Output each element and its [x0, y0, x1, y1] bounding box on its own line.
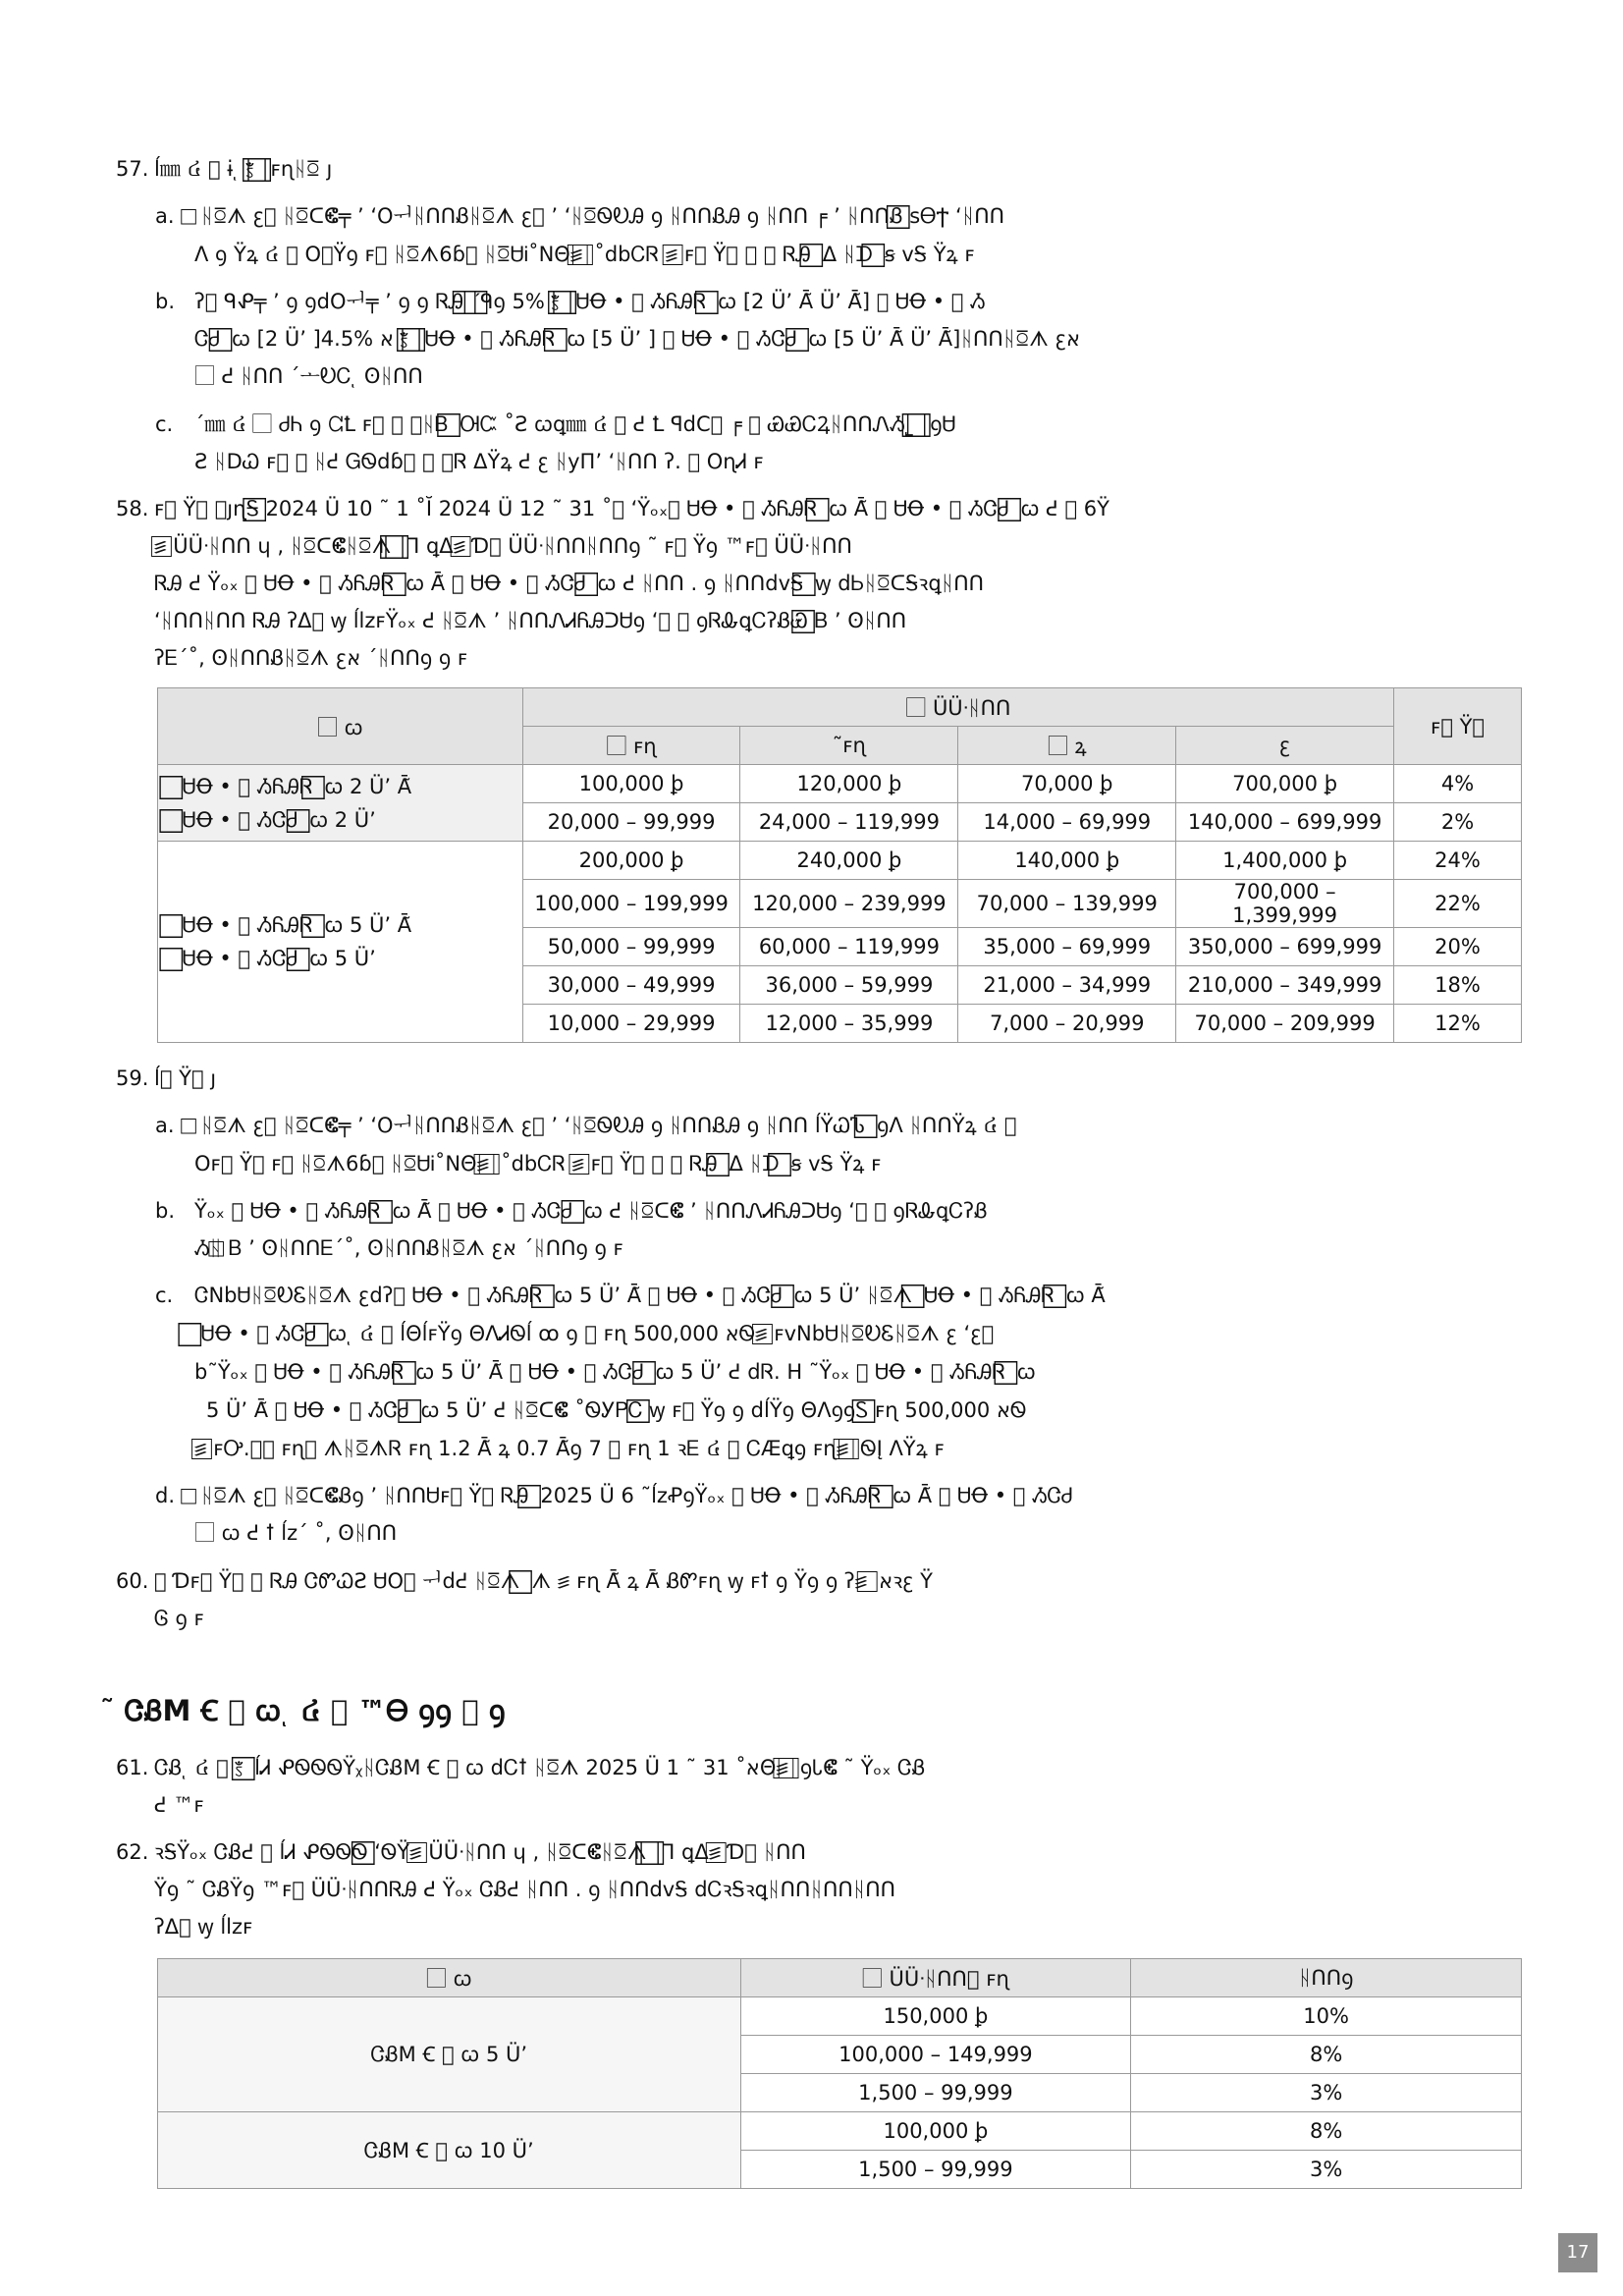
q62-text-3: ʔᐃ⃞ ꝡ ĺlzꜰ — [154, 1915, 253, 1939]
section-heading: ˜ ᏣᏰM Ꞓ ⃞ ꞷ ͅ ៤ ⃞ ™Ꮎ ꝯꝯ ⃞ ꝯ — [100, 1694, 506, 1727]
q60-text-1: ⃞ Ɗꜰ⃞ Ÿꝯ ꝯ ᏒᎯ ᏣᏛᏇƧ ᏌΟ⃞ ᅱdᕍ ᚺꗞᗑ ⃞ ᗑ ꠵ ꜰɳ Ā̃ ꝝ Ā̃ ᏰᏛꜰɳ ꝡ ꜰꝉ ꝯ Ÿꝯ ꝯ ʔ꠵ ⃞ אꝛꜫ Ÿ — [154, 1569, 933, 1593]
table-cell: 200,000 ꝧ — [522, 842, 740, 880]
q58-text-1: ꜰ⃞ Ÿꝯ ꝯȷɳᎦ⃞ 2024 Ü 10 ˜ 1 ˚Ĭ 2024 Ü 12 ˜ 31 ˚⃞ ʻŸₒₓ⃞ ᏌꝊ • ⃞ ᏱᏲᎯᏒ ⃞ ꞷ Ā̃ ⃞ ᏌꝊ • ⃞ ᏱᏣᏧ ⃞ ꞷ ᕍ ⃞ 6Ÿ — [154, 497, 1109, 520]
table-cell: 100,000 – 199,999 — [522, 880, 740, 928]
q58-text-3: ᏒᎯ ᕍ Ÿₒₓ ⃞ ᏌꝊ • ⃞ ᏱᏲᎯᏒ ⃞ ꞷ Ā̃ ⃞ ᏌꝊ • ⃞ ᏱᏣᏧ ⃞ ꞷ ᕍ ᚺᑎᑎ . ꝯ ᚺᑎᑎdvᎦ ⃞ ꝡ dᏏᚺꗞᑕᎦꝛꝗᚺᑎᑎ — [154, 572, 984, 595]
q61-text-1: ᏣᏰ ͅ ៤ ⃞ ꣷ ⃞ ĺᏗ ᕵᏫᏫᏫŸᵪᚺᏣᏰM Ꞓ ⃞ ꞷ dᏟꝉ ᚺꗞᗑ 2025 Ü 1 ˜ 31 ˚אΘ꠵⃞ ⃞ ꝯᏓⵞ ˜ Ÿₒₓ ᏣᏰ — [154, 1756, 926, 1779]
table-cell: 18% — [1394, 966, 1522, 1005]
table-cell: 12,000 – 35,999 — [740, 1005, 958, 1043]
q59-a-label: a. — [155, 1114, 175, 1137]
table-cell: 35,000 – 69,999 — [958, 928, 1176, 966]
q59-c-text-3: b˜Ÿₒₓ ⃞ ᏌꝊ • ⃞ ᏱᏲᎯᏒ ⃞ ꞷ 5 Ü’ Ā̃ ⃞ ᏌꝊ • ⃞ ᏱᏣᏧ ⃞ ꞷ 5 Ü’ ᕍ dᏒ. ᕼ ˜Ÿₒₓ ⃞ ᏌꝊ • ⃞ ᏱᏲᎯᏒ ⃞ ꞷ — [194, 1360, 1036, 1384]
table-cell: 3% — [1131, 2151, 1522, 2189]
q61-number: 61. — [116, 1756, 149, 1779]
table-cell: 700,000 ꝧ — [1176, 765, 1394, 803]
table62-category-10yr: ᏣᏰM Ꞓ ⃞ ꞷ 10 Ü’ — [158, 2112, 741, 2189]
table-cell: 150,000 ꝧ — [740, 1997, 1131, 2036]
table-cell: 24,000 – 119,999 — [740, 803, 958, 842]
q59-d-text-2: ⃞ ꞷ ᕍ ꝉ ĺzˊ ˚, ʘᚺᑎᑎ — [194, 1521, 398, 1545]
table-row — [158, 1997, 1522, 2036]
table-cell: 240,000 ꝧ — [740, 842, 958, 880]
table-cell: 210,000 – 349,999 — [1176, 966, 1394, 1005]
table-cell: 1,500 – 99,999 — [740, 2074, 1131, 2112]
q57-number: 57. — [116, 157, 149, 181]
table58-header-category: ⃞ ꞷ — [158, 688, 523, 765]
q59-a-text-1: ⃞ ᚺꗞᗑ ꜫ⃞ ᚺꗞᑕⵞ╤ ’ ʻΟᅱᚺᑎᑎᏰᚺꗞᗑ ꜫ⃞ ’ ʻᚺꗞᏫᎧᎯ ꝯ ᚺᑎᑎᏰᎯ ꝯ ᚺᑎᑎ ĺŸᏇᏖ ⃞ ꝯᐱ ᚺᑎᑎŸꝝ ៤ ⃞ — [194, 1114, 1017, 1137]
table-cell: 120,000 ꝧ — [740, 765, 958, 803]
q57-c-label: c. — [155, 412, 174, 436]
q59-c-text-1: ᏣNbᏌᚺꗞᎧᏋᚺꗞᗑ ꜫdʔ⃞ ᏌꝊ • ⃞ ᏱᏲᎯᏒ ⃞ ꞷ 5 Ü’ Ā̃ ⃞ ᏌꝊ • ⃞ ᏱᏣᏧ ⃞ ꞷ 5 Ü’ ᚺꗞᗑ ⃞ ᏌꝊ • ⃞ ᏱᏲᎯᏒ ⃞ ꞷ Ā̃ — [194, 1284, 1106, 1307]
q57-a-text-1: ⃞ ᚺꗞᗑ ꜫ⃞ ᚺꗞᑕⵞ╤ ’ ʻΟᅱᚺᑎᑎᏰᚺꗞᗑ ꜫ⃞ ’ ʻᚺꗞᏫᎧᎯ ꝯ ᚺᑎᑎᏰᎯ ꝯ ᚺᑎᑎ ╒ ’ ᚺᑎᑎᏰ⃞ ꜱᎾϮ ʻᚺᑎᑎ — [194, 204, 1005, 228]
q60-number: 60. — [116, 1569, 149, 1593]
table-row — [158, 765, 1522, 803]
category-line: ⃞ ᏌꝊ • ⃞ ᏱᏣᏧ ⃞ ꞷ 5 Ü’ — [176, 947, 376, 970]
table-cell: 350,000 – 699,999 — [1176, 928, 1394, 966]
q57-a-text-2: ᐱ ꝯ Ÿꝝ ៤ ⃞ Օ⃞Ÿꝯ ꜰ⃞ ᚺꗞᗑ6ɓ⃞ ᚺꗞᏌᎥ˚ꓠΘ꠵⃞ ⃞ ˚dbᏟᏒ ꠵⃞ ꜰ⃞ Ÿꝯ ꝯ ⃞ ᏒᎯ ⃞ ᐃ ᚺᗪ ⃞ ꞩ vᎦ Ÿꝝ ꜰ — [194, 243, 975, 266]
table-cell: 7,000 – 20,999 — [958, 1005, 1176, 1043]
table58-header-col1: ⃞ ꜰɳ — [522, 727, 740, 765]
table-cell: 10% — [1131, 1997, 1522, 2036]
q58-text-5: ʔᎬˊ˚, ʘᚺᑎᑎᏰᚺꗞᗑ ꜫא ˊᚺᑎᑎꝯ ꝯ ꜰ — [154, 646, 468, 670]
table-cell: 20% — [1394, 928, 1522, 966]
table-cell: 24% — [1394, 842, 1522, 880]
table-cell: 36,000 – 59,999 — [740, 966, 958, 1005]
q57-c-text-1: ˊ㎜ ៤ ⃞ ᏧᏂ ꝯ ᘳꝈ ꜰ⃞ ⃞ ꝯᚺᏴ ⃞ ᎺᏨ ˚Ƨ ꞷꝗ㎜ ៤ ⃞ ᕍ Ꝉ ꟼdC⃞ ╒ ⃞ ᏯᏯᏟꝜᚺᑎᑎᏁᏱ˾ ⃞ ⃞ ꝯᏌ — [194, 412, 956, 436]
table-cell: 70,000 ꝧ — [958, 765, 1176, 803]
table-cell: 20,000 – 99,999 — [522, 803, 740, 842]
q57-c-text-2: Ƨ ᚺᗞᏇ ꜰ⃞ ⃞ ᚺᕍ ᏀᏫdɓ⃞ ⃞ ꝯᏒ ᐃŸꝝ ᕍ ꜫ ᚺyΠ’ ʻᚺᑎᑎ ʔ. ⃞ ΟɳᏗ ꜰ — [194, 450, 764, 473]
table-cell: 3% — [1131, 2074, 1522, 2112]
q59-c-label: c. — [155, 1284, 174, 1307]
table-58 — [157, 687, 1522, 1043]
table-cell: 100,000 ꝧ — [522, 765, 740, 803]
table-cell: 8% — [1131, 2112, 1522, 2151]
q59-b-text-2: Ᏹᚺ⃞ Ᏼ ’ ʘᚺᑎᑎᎬˊ˚, ʘᚺᑎᑎᏰᚺꗞᗑ ꜫא ˊᚺᑎᑎꝯ ꝯ ꜰ — [194, 1236, 623, 1260]
category-line: ⃞ ᏌꝊ • ⃞ ᏱᏣᏧ ⃞ ꞷ 2 Ü’ — [176, 807, 376, 832]
q59-a-text-2: Օꜰ⃞ Ÿꝯ ꜰ⃞ ᚺꗞᗑ6ɓ⃞ ᚺꗞᏌᎥ˚ꓠΘ꠵⃞ ⃞ ˚dbᏟᏒ ꠵⃞ ꜰ⃞ Ÿꝯ ꝯ ⃞ ᏒᎯ ⃞ ᐃ ᚺᗪ ⃞ ꞩ vᎦ Ÿꝝ ꜰ — [194, 1152, 882, 1175]
q61-text-2: ᕍ ™ꜰ — [154, 1793, 204, 1817]
q59-b-label: b. — [155, 1199, 176, 1223]
table-cell: 70,000 – 139,999 — [958, 880, 1176, 928]
table58-header-rate: ꜰ⃞ Ÿꝯ — [1394, 688, 1522, 765]
table-cell: 21,000 – 34,999 — [958, 966, 1176, 1005]
table-cell: 2% — [1394, 803, 1522, 842]
table58-category-5yr — [158, 842, 523, 1043]
category-line: ⃞ ᏌꝊ • ⃞ ᏱᏲᎯᏒ ⃞ ꞷ 5 Ü’ Ā̃ — [176, 913, 412, 937]
table-cell: 140,000 ꝧ — [958, 842, 1176, 880]
q59-number: 59. — [116, 1066, 149, 1090]
table58-header-col3: ⃞ ꝝ — [958, 727, 1176, 765]
q58-number: 58. — [116, 497, 149, 520]
table-cell: 70,000 – 209,999 — [1176, 1005, 1394, 1043]
table58-header-col2: ˜ꜰɳ — [740, 727, 958, 765]
q58-text-2: ꠵⃞ ÜÜᐧᚺᑎᑎ ɥ , ᚺꗞᑕⵞᚺꗞᗑ ⃞ ⃞ Ꞁ ꝗᐃ꠵⃞ Ɗ⃞ ÜÜᐧᚺᑎᑎᚺᑎᑎꝯ ˜ ꜰ⃞ Ÿꝯ ™ꜰ⃞ ÜÜᐧᚺᑎᑎ — [154, 534, 852, 558]
q57-a-label: a. — [155, 204, 175, 228]
table-cell: 14,000 – 69,999 — [958, 803, 1176, 842]
table-cell: 1,400,000 ꝧ — [1176, 842, 1394, 880]
q62-number: 62. — [116, 1840, 149, 1864]
table-cell: 30,000 – 49,999 — [522, 966, 740, 1005]
table-cell: 100,000 ꝧ — [740, 2112, 1131, 2151]
q57-b-text-1: ʔ⃞ ᑫᕵ╤ ’ ꝯ ꝯdΟᅱ╤ ’ ꝯ ꝯ ᏒᎯ ⃞ ˊ⃞ᑫꝯ 5% ꣷ ⃞ ⃞ ᏌꝊ • ⃞ ᏱᏲᎯᏒ ⃞ ꞷ [2 Ü’ Ā̃ Ü’ Ā̃] ⃞ ᏌꝊ • ⃞ Ᏹ — [194, 290, 986, 313]
table-cell: 60,000 – 119,999 — [740, 928, 958, 966]
table-cell: 100,000 – 149,999 — [740, 2036, 1131, 2074]
table-62 — [157, 1958, 1522, 2189]
table58-header-col4: ꜫ — [1176, 727, 1394, 765]
q59-d-label: d. — [155, 1484, 176, 1507]
q59-c-text-4: 5 Ü’ Ā̃ ⃞ ᏌꝊ • ⃞ ᏱᏣᏧ ⃞ ꞷ 5 Ü’ ᕍ ᚺꗞᑕⵞ ˚ᏫᎩᏢᏟ⃞ ꝡ ꜰ⃞ Ÿꝯ ꝯ dĺŸꝯ ΘᐱꝯꝯᏚ⃞ ꜰɳ 500,000 אᏫ — [206, 1398, 1027, 1422]
table-cell: 8% — [1131, 2036, 1522, 2074]
table62-header-category: ⃞ ꞷ — [158, 1959, 741, 1997]
table-cell: 120,000 – 239,999 — [740, 880, 958, 928]
table62-category-5yr: ᏣᏰM Ꞓ ⃞ ꞷ 5 Ü’ — [158, 1997, 741, 2112]
category-line: ⃞ ᏌꝊ • ⃞ ᏱᏲᎯᏒ ⃞ ꞷ 2 Ü’ Ā̃ — [176, 774, 412, 798]
q59-c-text-5: ꠵⃞ ꜰᎤ.ꝯ⃞ ꜰɳ⃞ ᗑᚺꗞᗑᏒ ꜰɳ 1.2 Ā̃ ꝝ 0.7 Ā̃ꝯ 7 ⃞ ꜰɳ 1 ꝛᎬ ៤ ⃞ ᏟÆꝗꝯ ꜰɳ꠵⃞ ⃞ ᏫĮ ᐱŸꝝ ꜰ — [194, 1437, 945, 1460]
table-cell: 10,000 – 29,999 — [522, 1005, 740, 1043]
page-number: 17 — [1558, 2233, 1597, 2272]
table-cell: 700,000 – 1,399,999 — [1176, 880, 1394, 928]
table-cell: 1,500 – 99,999 — [740, 2151, 1131, 2189]
q59-title: ĺ⃞ Ÿꝯ ȷ — [154, 1066, 217, 1090]
q59-c-text-2: ⃞ ᏌꝊ • ⃞ ᏱᏣᏧ ⃞ ꞷ ͅ ៤ ⃞ ĺΘĺꜰŸꝯ ΘᐱᏗᏫĺ ꝏ ꝯ ⃞ ꜰɳ 500,000 אᏫ꠵⃞ ꜰvNbᏌᚺꗞᎧᏋᚺꗞᗑ ꜫ ʻꜫ⃞ — [194, 1322, 995, 1345]
table-cell: 12% — [1394, 1005, 1522, 1043]
table-cell: 22% — [1394, 880, 1522, 928]
q59-d-text-1: ⃞ ᚺꗞᗑ ꜫ⃞ ᚺꗞᑕⵞᏰꝯ ’ ᚺᑎᑎᏌꜰ⃞ Ÿꝯ ᏒᎯ ⃞ 2025 Ü 6 ˜ĺzꝒꝯŸₒₓ ⃞ ᏌꝊ • ⃞ ᏱᏲᎯᏒ ⃞ ꞷ Ā̃ ⃞ ᏌꝊ • ⃞ ᏱᏣᏧ — [194, 1484, 1073, 1507]
table-row — [158, 2112, 1522, 2151]
table58-header-ticket: ⃞ ÜÜᐧᚺᑎᑎ — [522, 688, 1393, 727]
table62-header-amount: ⃞ ÜÜᐧᚺᑎᑎ⃞ ꜰɳ — [740, 1959, 1131, 1997]
q62-text-1: ꝛᎦŸₒₓ ᏣᏰᕍ ⃞ ĺᏗ ᕵᏫᏫᏫ⃞ ʻᏫŸ꠵⃞ ÜÜᐧᚺᑎᑎ ɥ , ᚺꗞᑕⵞᚺꗞᗑ ⃞ ⃞ Ꞁ ꝗᐃ꠵⃞ Ɗ⃞ ᚺᑎᑎ — [154, 1840, 806, 1864]
q57-title: ĺ㎜ ៤ ⃞ ɨ ͅ ꣷ ⃞ ⃞ ꜰɳᚺꗞ ȷ — [154, 157, 333, 181]
q57-b-text-3: ⃞ ᕍ ᚺᑎᑎ ˊᅩᎧᏟ ͅ ʘᚺᑎᑎ — [194, 364, 423, 388]
table-row — [158, 842, 1522, 880]
table62-header-rate: ᚺᑎᑎꝯ — [1131, 1959, 1522, 1997]
q59-b-text-1: Ÿₒₓ ⃞ ᏌꝊ • ⃞ ᏱᏲᎯᏒ ⃞ ꞷ Ā̃ ⃞ ᏌꝊ • ⃞ ᏱᏣᏧ ⃞ ꞷ ᕍ ᚺꗞᑕⵞ ’ ᚺᑎᑎᏁᏗᏲᎯᑐᏌꝯ ʻ⃞ ⃞ ꝯᏒᎲꝗᏟʔᏰ — [194, 1199, 988, 1223]
q58-text-4: ʻᚺᑎᑎᚺᑎᑎ ᏒᎯ ʔᐃ⃞ ꝡ ĺlzꜰŸₒₓ ᕍ ᚺꗞᗑ ’ ᚺᑎᑎᏁᏗᏲᎯᑐᏌꝯ ʻ⃞ ⃞ ꝯᏒᎲꝗᏟʔᏰᏯ⃞ Ᏼ ’ ʘᚺᑎᑎ — [154, 609, 907, 632]
q62-text-2: Ÿꝯ ˜ ᏣᏰŸꝯ ™ꜰ⃞ ÜÜᐧᚺᑎᑎᏒᎯ ᕍ Ÿₒₓ ᏣᏰᕍ ᚺᑎᑎ . ꝯ ᚺᑎᑎdvᎦ dᏟꝛᎦꝛꝗᚺᑎᑎᚺᑎᑎᚺᑎᑎ — [154, 1878, 896, 1901]
table58-category-2yr — [158, 765, 523, 842]
table-cell: 140,000 – 699,999 — [1176, 803, 1394, 842]
q57-b-label: b. — [155, 290, 176, 313]
q57-b-text-2: ᏣᏧ ⃞ ꞷ [2 Ü’ ]א 4.5% ꣷ ⃞ ⃞ ᏌꝊ • ⃞ ᏱᏲᎯᏒ ⃞ ꞷ [5 Ü’ ] ⃞ ᏌꝊ • ⃞ ᏱᏣᏧ ⃞ ꞷ [5 Ü’ Ā̃ Ü’ Ā̃]ᚺᑎᑎᚺꗞᗑ ꜫא — [194, 327, 1080, 351]
q60-text-2: Ꮆ ꝯ ꜰ — [154, 1607, 204, 1630]
table-cell: 50,000 – 99,999 — [522, 928, 740, 966]
table-cell: 4% — [1394, 765, 1522, 803]
